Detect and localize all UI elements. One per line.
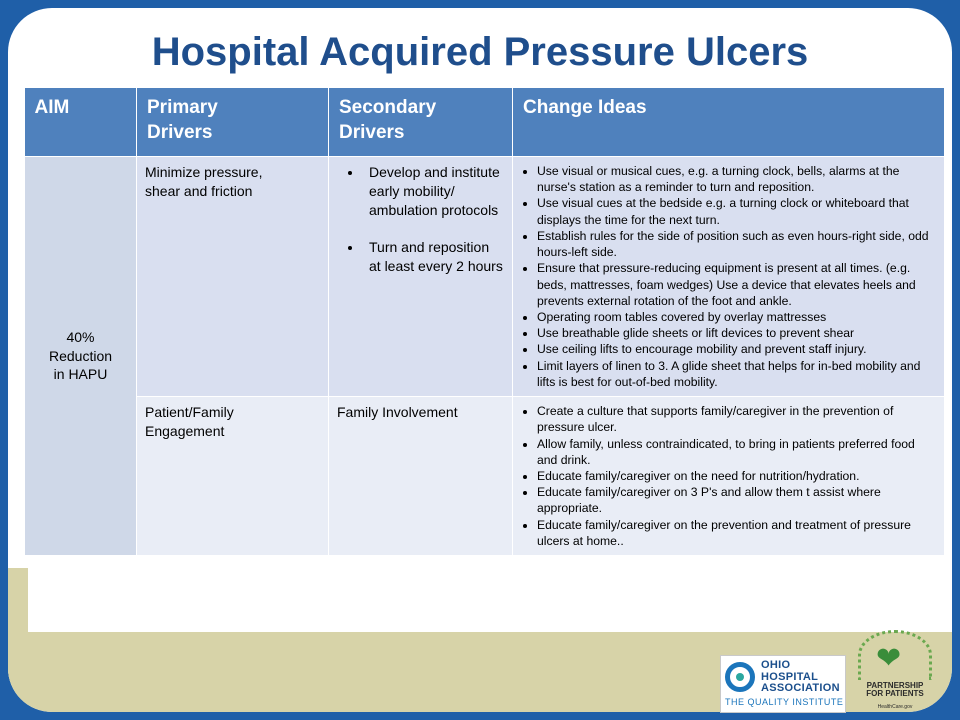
list-item: • Allow family, unless contraindicated, to bring in patients preferred food and drink.	[537, 436, 936, 468]
header-change-ideas: Change Ideas	[513, 88, 945, 157]
pfp-logo-name: PARTNERSHIP FOR PATIENTS	[866, 681, 924, 699]
list-item: • Turn and reposition at least every 2 hours	[363, 238, 504, 276]
primary-driver-cell: Minimize pressure, shear and friction	[137, 157, 329, 397]
header-primary-drivers: Primary Drivers	[137, 88, 329, 157]
heart-people-icon: ❤	[876, 642, 902, 675]
list-item: • Operating room tables covered by overlay mattresses	[537, 309, 936, 325]
ohio-logo-icon	[725, 662, 755, 692]
list-item: • Educate family/caregiver on 3 P's and allow them t assist where appropriate.	[537, 484, 936, 516]
table-row	[25, 157, 945, 397]
header-row	[25, 88, 945, 157]
partnership-for-patients-logo	[852, 630, 938, 714]
header-secondary-drivers: Secondary Drivers	[329, 88, 513, 157]
header-aim: AIM	[25, 88, 137, 157]
list-item: • Educate family/caregiver on the need for nutrition/hydration.	[537, 468, 936, 484]
change-ideas-cell	[513, 397, 945, 556]
list-item: • Use breathable glide sheets or lift devices to prevent shear	[537, 325, 936, 341]
list-item: • Ensure that pressure-reducing equipment is present at all times. (e.g. beds, mattresses, foam wedges) Use a device that elevates heels and prevents external rotation of the foot and ankle.	[537, 260, 936, 309]
list-item: • Establish rules for the side of position such as even hours-right side, odd hours-left side.	[537, 228, 936, 260]
list-item: • Limit layers of linen to 3. A glide sheet that helps for in-bed mobility and lifts is best for out-of-bed mobility.	[537, 358, 936, 390]
ohio-logo-tagline: THE QUALITY INSTITUTE	[725, 697, 844, 707]
list-item: • Use visual cues at the bedside e.g. a turning clock or whiteboard that displays the time for the next turn.	[537, 195, 936, 227]
list-item: • Use visual or musical cues, e.g. a turning clock, bells, alarms at the nurse's station as a reminder to turn and reposition.	[537, 163, 936, 195]
secondary-driver-list	[337, 163, 504, 275]
change-ideas-list	[521, 163, 936, 390]
ohio-logo-name: OHIO HOSPITAL ASSOCIATION	[761, 659, 840, 695]
ohio-hospital-association-logo	[720, 655, 846, 713]
change-ideas-list	[521, 403, 936, 549]
change-ideas-cell	[513, 157, 945, 397]
list-item: • Educate family/caregiver on the prevention and treatment of pressure ulcers at home..	[537, 517, 936, 549]
secondary-driver-cell: Family Involvement	[329, 397, 513, 556]
secondary-driver-cell	[329, 157, 513, 397]
aim-cell: 40% Reduction in HAPU	[25, 157, 137, 556]
side-band	[8, 568, 28, 712]
list-item: • Create a culture that supports family/caregiver in the prevention of pressure ulcer.	[537, 403, 936, 435]
slide-frame	[8, 8, 952, 712]
list-item: • Develop and institute early mobility/ ambulation protocols	[363, 163, 504, 220]
pfp-logo-url: HealthCare.gov	[877, 704, 913, 710]
primary-driver-cell: Patient/Family Engagement	[137, 397, 329, 556]
driver-diagram-table	[24, 88, 945, 556]
table-row	[25, 397, 945, 556]
list-item: • Use ceiling lifts to encourage mobility and prevent staff injury.	[537, 341, 936, 357]
slide-title: Hospital Acquired Pressure Ulcers	[151, 30, 809, 74]
